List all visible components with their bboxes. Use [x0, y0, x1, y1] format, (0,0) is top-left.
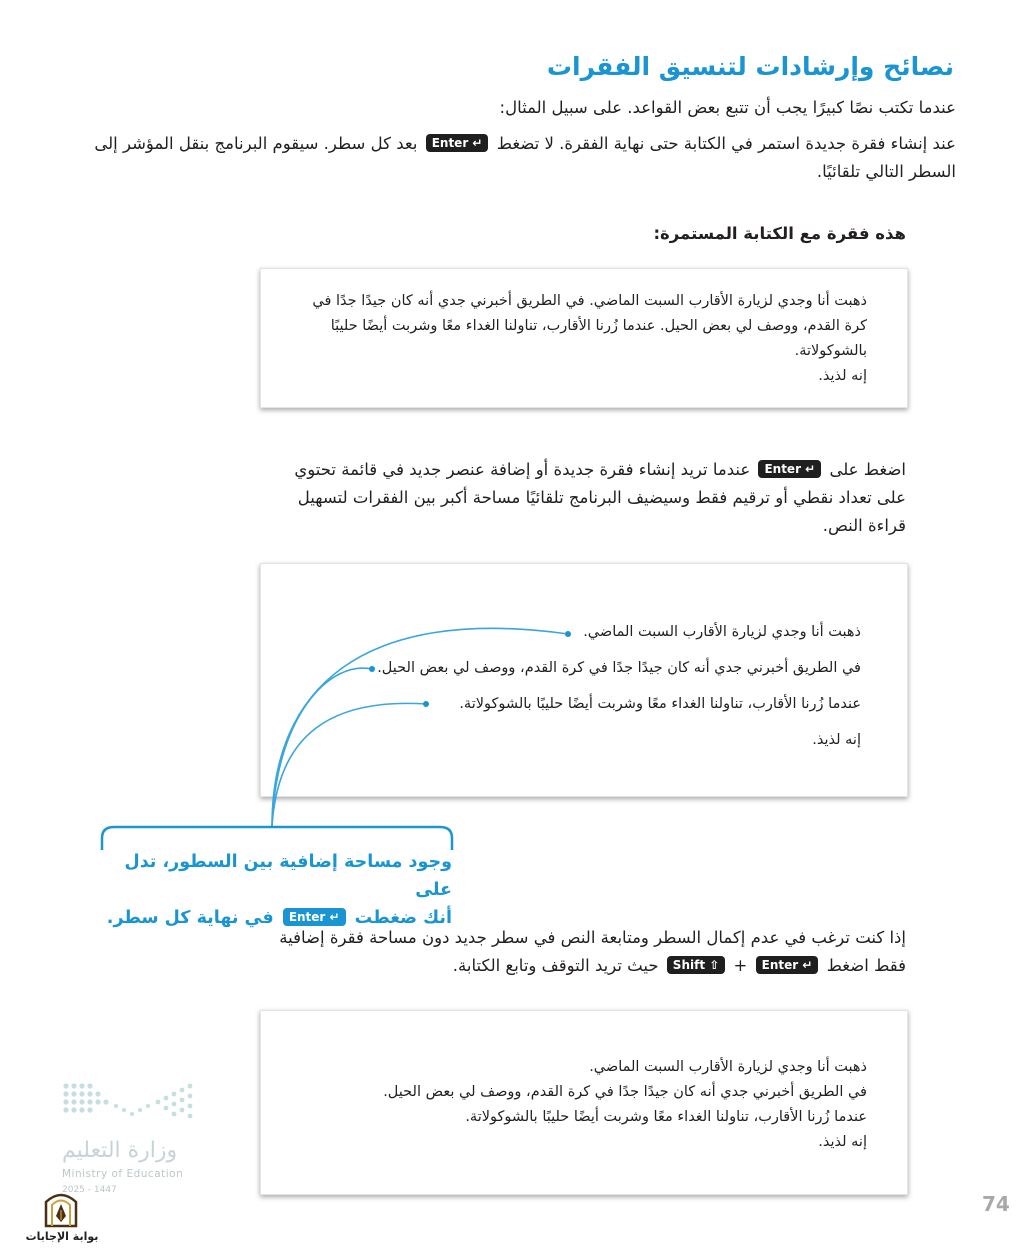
card2-line: ذهبت أنا وجدي لزيارة الأقارب السبت الماضي. — [583, 624, 861, 640]
callout-text-end: في نهاية كل سطر. — [106, 908, 274, 928]
card1-line: كرة القدم، ووصف لي بعض الحيل. عندما زُرنا الأقارب، تناولنا الغداء معًا وشربت أيضًا حليبًا — [330, 318, 867, 334]
rule3-line1: إذا كنت ترغب في عدم إكمال السطر ومتابعة النص في سطر جديد دون مساحة فقرة إضافية — [279, 928, 906, 947]
ministry-years: 2025 - 1447 — [62, 1185, 117, 1195]
page-title: نصائح وإرشادات لتنسيق الفقرات — [546, 52, 954, 81]
callout-bracket — [102, 827, 452, 850]
connector-dot — [423, 701, 429, 707]
ministry-dots-logo-icon — [62, 1080, 198, 1124]
card3-line: عندما زُرنا الأقارب، تناولنا الغداء معًا وشربت أيضًا حليبًا بالشوكولاتة. — [465, 1109, 867, 1125]
rule3-paragraph — [246, 924, 906, 980]
rule2-text-start: اضغط على — [829, 460, 906, 479]
brand-badge-icon — [42, 1188, 80, 1228]
card1-line: إنه لذيذ. — [818, 368, 867, 384]
rule3-text-end: حيث تريد التوقف وتابع الكتابة. — [452, 956, 659, 975]
page-number: 74 — [982, 1192, 1010, 1216]
card2-line: في الطريق أخبرني جدي أنه كان جيدًا جدًا في كرة القدم، ووصف لي بعض الحيل. — [377, 660, 861, 676]
example-card-shift-enter — [260, 1010, 908, 1195]
rule3-text-start: فقط اضغط — [826, 956, 906, 975]
card3-text — [307, 1055, 867, 1155]
rule2-line3: قراءة النص. — [822, 516, 906, 535]
ministry-name-arabic: وزارة التعليم — [62, 1138, 178, 1163]
rule2-line2: على تعداد نقطي أو ترقيم فقط وسيضيف البرنامج تلقائيًا مساحة أكبر بين الفقرات لتسهيل — [297, 488, 906, 507]
enter-key-badge: Enter ↵ — [758, 460, 821, 478]
callout-text — [100, 848, 452, 932]
enter-key-badge: Enter ↵ — [283, 908, 346, 926]
intro-text: عندما تكتب نصًا كبيرًا يجب أن تتبع بعض القواعد. على سبيل المثال: — [499, 98, 956, 117]
rule2-text-end: عندما تريد إنشاء فقرة جديدة أو إضافة عنصر جديد في قائمة تحتوي — [294, 460, 751, 479]
brand-name: بوابة الإجابات — [25, 1230, 99, 1243]
ministry-name-english: Ministry of Education — [62, 1168, 184, 1180]
connector-line — [272, 668, 372, 826]
shift-key-badge: Shift ⇧ — [667, 956, 726, 974]
card2-line: عندما زُرنا الأقارب، تناولنا الغداء معًا وشربت أيضًا حليبًا بالشوكولاتة. — [459, 696, 861, 712]
card2-line: إنه لذيذ. — [812, 732, 861, 748]
plus-sign: + — [733, 956, 748, 975]
section-subhead: هذه فقرة مع الكتابة المستمرة: — [653, 224, 906, 243]
enter-key-badge: Enter ↵ — [426, 134, 489, 152]
connector-dot — [369, 666, 375, 672]
connector-dot — [565, 631, 571, 637]
card3-line: إنه لذيذ. — [818, 1134, 867, 1150]
rule3-line2 — [246, 952, 906, 980]
callout-text-start: أنك ضغطت — [354, 908, 452, 928]
card1-line: ذهبت أنا وجدي لزيارة الأقارب السبت الماضي. في الطريق أخبرني جدي أنه كان جيدًا جدًا في — [312, 293, 867, 309]
card3-line: ذهبت أنا وجدي لزيارة الأقارب السبت الماضي. — [589, 1059, 867, 1075]
callout-line1: وجود مساحة إضافية بين السطور، تدل على — [124, 852, 452, 900]
rule1-text-end: بعد كل سطر. سيقوم البرنامج بنقل المؤشر إلى السطر التالي تلقائيًا. — [94, 134, 956, 181]
rule1-text-start: عند إنشاء فقرة جديدة استمر في الكتابة حتى نهاية الفقرة. لا تضغط — [496, 134, 956, 153]
enter-key-badge: Enter ↵ — [756, 956, 819, 974]
card1-line: بالشوكولاتة. — [794, 343, 867, 359]
card3-line: في الطريق أخبرني جدي أنه كان جيدًا جدًا في كرة القدم، ووصف لي بعض الحيل. — [383, 1084, 867, 1100]
